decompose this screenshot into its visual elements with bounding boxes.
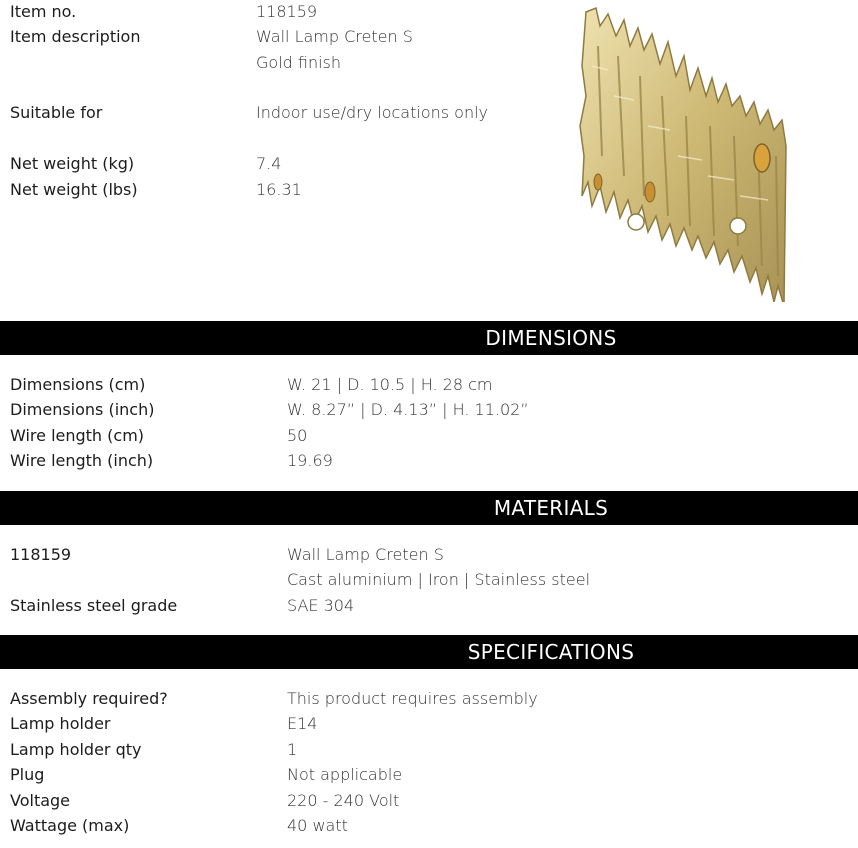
spec-row <box>10 687 850 711</box>
material-row <box>10 543 850 567</box>
spec-row <box>10 789 850 813</box>
spec-value: Not applicable <box>287 765 403 784</box>
spec-row <box>10 763 850 787</box>
material-row <box>10 568 850 592</box>
net-weight-kg-label: Net weight (kg) <box>10 154 135 173</box>
dimension-label: Wire length (cm) <box>10 426 145 445</box>
dimension-row <box>10 398 850 422</box>
materials-header <box>0 491 858 525</box>
steel-grade-label: Stainless steel grade <box>10 596 178 615</box>
spec-label: Plug <box>10 765 45 784</box>
steel-grade-value: SAE 304 <box>287 596 355 615</box>
spec-row <box>10 712 850 736</box>
spec-label: Lamp holder <box>10 714 111 733</box>
spec-value: E14 <box>287 714 318 733</box>
dimension-label: Dimensions (cm) <box>10 375 146 394</box>
spec-value: This product requires assembly <box>287 689 538 708</box>
dimension-value: W. 21 | D. 10.5 | H. 28 cm <box>287 375 493 394</box>
suitable-for-value: Indoor use/dry locations only <box>256 103 489 122</box>
dimension-label: Wire length (inch) <box>10 451 154 470</box>
material-code: 118159 <box>10 545 72 564</box>
dimensions-title: DIMENSIONS <box>485 326 617 350</box>
spec-label: Lamp holder qty <box>10 740 142 759</box>
dimension-row <box>10 373 850 397</box>
dimension-value: 19.69 <box>287 451 333 470</box>
item-description-label: Item description <box>10 27 141 46</box>
net-weight-lbs-label: Net weight (lbs) <box>10 180 138 199</box>
dimension-label: Dimensions (inch) <box>10 400 155 419</box>
material-product-name: Wall Lamp Creten S <box>287 545 444 564</box>
specifications-title: SPECIFICATIONS <box>467 640 635 664</box>
suitable-for-label: Suitable for <box>10 103 103 122</box>
item-finish-value: Gold finish <box>256 53 342 72</box>
spec-value: 220 - 240 Volt <box>287 791 400 810</box>
dimension-row <box>10 424 850 448</box>
dimensions-header <box>0 321 858 355</box>
item-no-label: Item no. <box>10 2 77 21</box>
dimension-value: 50 <box>287 426 308 445</box>
material-composition: Cast aluminium | Iron | Stainless steel <box>287 570 591 589</box>
dimension-row <box>10 449 850 473</box>
item-no-value: 118159 <box>256 2 318 21</box>
net-weight-kg-value: 7.4 <box>256 154 282 173</box>
item-description-value: Wall Lamp Creten S <box>256 27 413 46</box>
specifications-header <box>0 635 858 669</box>
net-weight-lbs-value: 16.31 <box>256 180 302 199</box>
spec-value: 40 watt <box>287 816 348 835</box>
dimension-value: W. 8.27” | D. 4.13” | H. 11.02” <box>287 400 529 419</box>
spec-row <box>10 814 850 838</box>
materials-title: MATERIALS <box>493 496 609 520</box>
spec-label: Wattage (max) <box>10 816 130 835</box>
spec-label: Assembly required? <box>10 689 168 708</box>
material-row <box>10 594 850 618</box>
spec-label: Voltage <box>10 791 71 810</box>
product-image <box>578 6 794 302</box>
spec-row <box>10 738 850 762</box>
spec-value: 1 <box>287 740 298 759</box>
